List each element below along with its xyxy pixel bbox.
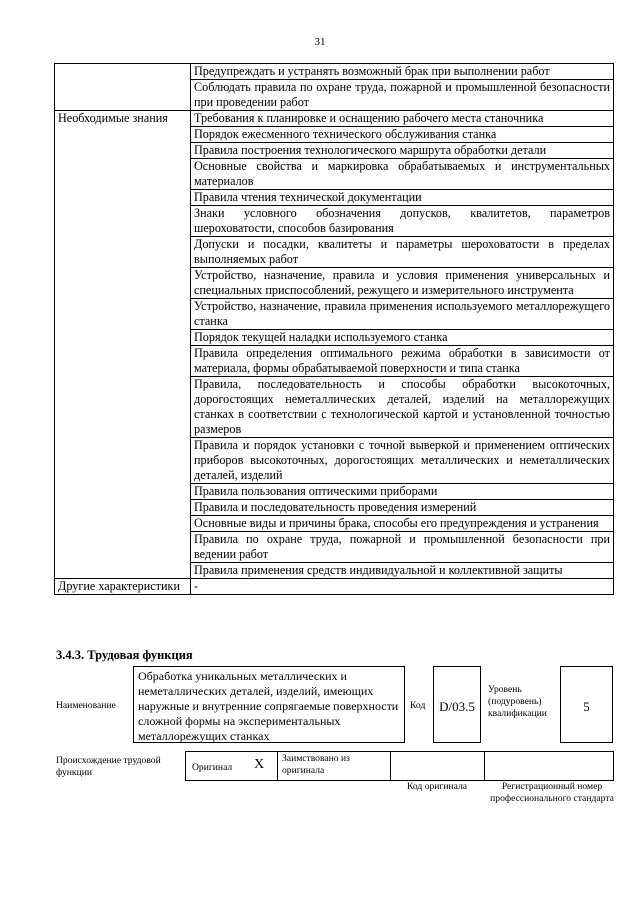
original-label: Оригинал <box>192 762 233 773</box>
level-box <box>560 666 613 743</box>
reg-number-label: Регистрационный номер профессионального стандарта <box>490 781 614 804</box>
origin-divider-4 <box>613 751 614 781</box>
code-value: D/03.5 <box>439 699 475 714</box>
origin-row <box>185 751 614 781</box>
original-mark: X <box>254 757 265 772</box>
row-value-cell: Предупреждать и устранять возможный брак при выполнении работ <box>191 64 614 80</box>
row-value-cell: Устройство, назначение, правила и условия применения универсальных и специальных приспособлений, режущего и измерительного инструмента <box>191 268 614 299</box>
origin-divider-1 <box>277 751 278 781</box>
other-characteristics-row <box>55 579 614 595</box>
code-original-label: Код оригинала <box>406 781 468 792</box>
row-value-cell: Основные свойства и маркировка обрабатываемых и инструментальных материалов <box>191 159 614 190</box>
code-label: Код <box>410 700 426 711</box>
borrowed-label: Заимствовано из оригинала <box>282 753 350 776</box>
knowledge-row <box>55 111 614 127</box>
row-value-cell: Порядок ежесменного технического обслуживания станка <box>191 127 614 143</box>
row-value-cell: Правила, последовательность и способы обработки высокоточных, дорогостоящих неметаллических деталей, изделий на металлорежущих станках в соответствии с технологической картой и установленной точностью размеров <box>191 377 614 438</box>
origin-label: Происхождение трудовой функции <box>56 755 161 778</box>
knowledge-table <box>54 63 614 595</box>
row-value-cell: - <box>191 579 614 595</box>
origin-divider-2 <box>390 751 391 781</box>
row-label-cell: Необходимые знания <box>55 111 191 579</box>
code-box <box>433 666 481 743</box>
skill-row <box>55 64 614 80</box>
row-label-cell <box>55 64 191 111</box>
row-label-cell: Другие характеристики <box>55 579 191 595</box>
level-value: 5 <box>583 699 590 714</box>
page-number: 31 <box>314 36 326 48</box>
row-value-cell: Знаки условного обозначения допусков, квалитетов, параметров шероховатости, способов базирования <box>191 206 614 237</box>
row-value-cell: Соблюдать правила по охране труда, пожарной и промышленной безопасности при проведении работ <box>191 80 614 111</box>
row-value-cell: Правила чтения технической документации <box>191 190 614 206</box>
row-value-cell: Правила и последовательность проведения измерений <box>191 500 614 516</box>
row-value-cell: Правила и порядок установки с точной выверкой и применением оптических приборов высокоточных, дорогостоящих металлических и неметаллических деталей, изделий <box>191 438 614 484</box>
level-label: Уровень (подуровень) квалификации <box>488 684 547 719</box>
section-heading: 3.4.3. Трудовая функция <box>56 648 193 662</box>
row-value-cell: Допуски и посадки, квалитеты и параметры шероховатости в пределах выполняемых работ <box>191 237 614 268</box>
row-value-cell: Правила определения оптимального режима обработки в зависимости от материала, формы обрабатываемой поверхности и типа станка <box>191 346 614 377</box>
row-value-cell: Порядок текущей наладки используемого станка <box>191 330 614 346</box>
row-value-cell: Устройство, назначение, правила применения используемого металлорежущего станка <box>191 299 614 330</box>
row-value-cell: Правила пользования оптическими приборами <box>191 484 614 500</box>
row-value-cell: Основные виды и причины брака, способы его предупреждения и устранения <box>191 516 614 532</box>
row-value-cell: Правила по охране труда, пожарной и промышленной безопасности при ведении работ <box>191 532 614 563</box>
origin-divider-3 <box>484 751 485 781</box>
row-value-cell: Правила применения средств индивидуальной и коллективной защиты <box>191 563 614 579</box>
name-box <box>133 666 405 743</box>
row-value-cell: Требования к планировке и оснащению рабочего места станочника <box>191 111 614 127</box>
name-value: Обработка уникальных металлических и неметаллических деталей, изделий, имеющих наружные и внутренние сопрягаемые поверхности сложной формы на экспериментальных металлорежущих станках <box>138 669 399 743</box>
row-value-cell: Правила построения технологического маршрута обработки детали <box>191 143 614 159</box>
name-label: Наименование <box>56 700 116 711</box>
